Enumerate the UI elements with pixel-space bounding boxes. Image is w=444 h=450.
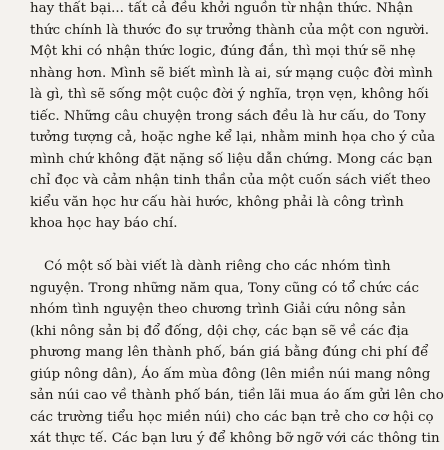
- text-line: mình chứ không đặt nặng số liệu dẫn chứng. Mong các bạn: [30, 151, 433, 167]
- text-line: các trường tiểu học miền núi) cho các bạn trẻ cho cơ hội cọ: [30, 409, 434, 425]
- text-line: nguyện. Trong những năm qua, Tony cũng có tổ chức các: [30, 280, 419, 296]
- paragraph-2: [30, 256, 444, 450]
- text-line: nhàng hơn. Mình sẽ biết mình là ai, sứ mạng cuộc đời mình: [30, 65, 433, 81]
- text-line: kiểu văn học hư cấu hài hước, không phải là công trình: [30, 194, 404, 210]
- text-line: tưởng tượng cả, hoặc nghe kể lại, nhằm minh họa cho ý của: [30, 130, 436, 146]
- text-line: nhóm tình nguyện theo chương trình Giải cứu nông sản: [30, 302, 406, 318]
- text-line: xát thực tế. Các bạn lưu ý để không bỡ ngỡ với các thông tin: [30, 431, 440, 447]
- text-line: thức chính là thước đo sự trưởng thành của một con người.: [30, 22, 429, 38]
- text-line: giúp nông dân), Áo ấm mùa đông (lên miền núi mang nông: [30, 366, 431, 382]
- text-line: hay thất bại... tất cả đều khởi nguồn từ nhận thức. Nhận: [30, 1, 413, 16]
- text-line: Có một số bài viết là dành riêng cho các nhóm tình: [44, 259, 391, 274]
- paragraph-1: [30, 0, 436, 235]
- text-line: Một khi có nhận thức logic, đúng đắn, thì mọi thứ sẽ nhẹ: [30, 44, 416, 60]
- text-line: tiếc. Những câu chuyện trong sách đều là hư cấu, do Tony: [30, 108, 426, 124]
- text-line: sản núi cao về thành phố bán, tiền lãi mua áo ấm gửi lên cho: [30, 388, 444, 404]
- text-line: chỉ đọc và cảm nhận tinh thần của một cuốn sách viết theo: [30, 173, 431, 189]
- text-line: là gì, thì sẽ sống một cuộc đời ý nghĩa, trọn vẹn, không hối: [30, 87, 429, 103]
- text-line: phương mang lên thành phố, bán giá bằng đúng chi phí để: [30, 345, 429, 361]
- text-line: (khi nông sản bị đổ đống, dội chợ, các bạn sẽ về các địa: [30, 323, 409, 339]
- text-line: khoa học hay báo chí.: [30, 216, 178, 232]
